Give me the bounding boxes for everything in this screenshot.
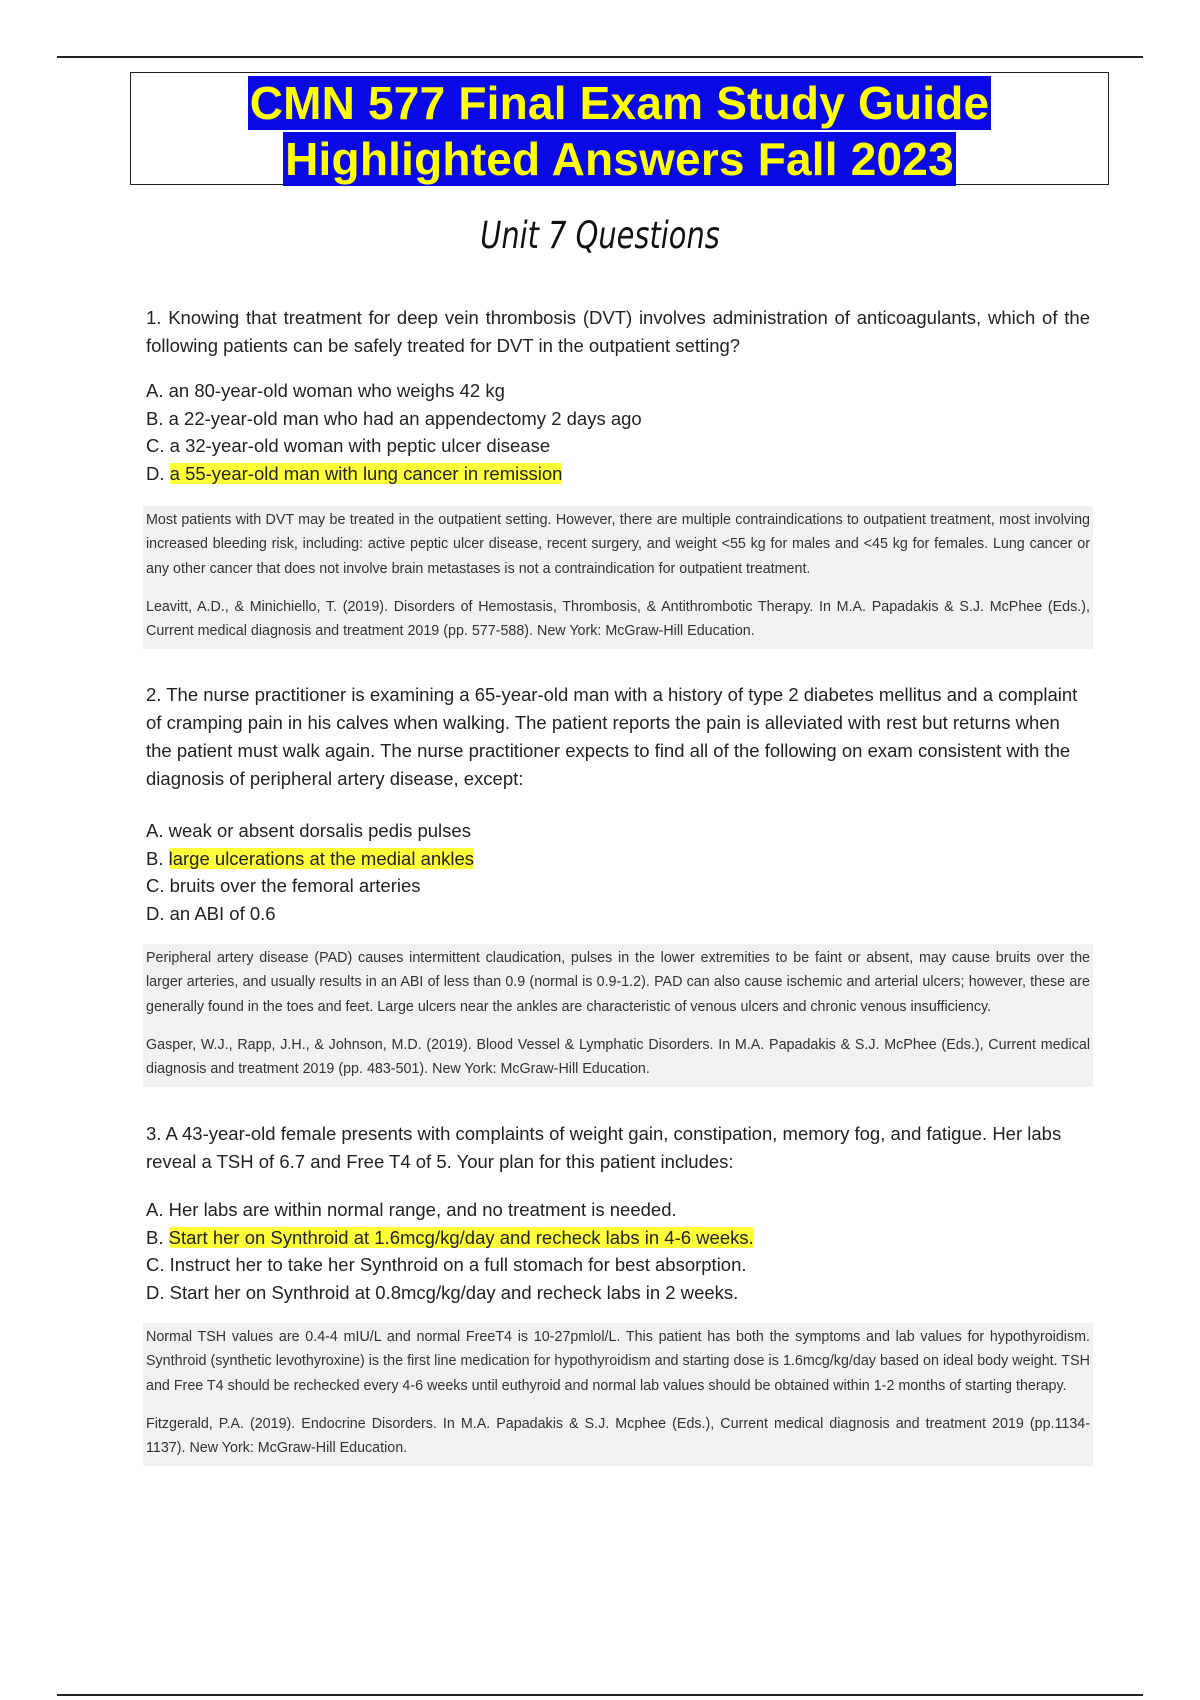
option-letter: D.: [146, 1282, 170, 1304]
question-3-options: [146, 1196, 754, 1307]
option-d: [146, 1279, 754, 1307]
option-letter: A.: [146, 1199, 169, 1220]
option-b: [146, 405, 642, 433]
title-line-1: CMN 577 Final Exam Study Guide: [249, 77, 990, 129]
option-c: [146, 872, 474, 900]
question-2-explanation-box: [143, 944, 1093, 1087]
option-text: an ABI of 0.6: [169, 903, 276, 925]
option-d: [146, 460, 642, 488]
option-a: [146, 1196, 754, 1224]
option-c: [146, 432, 642, 460]
reference-text: Leavitt, A.D., & Minichiello, T. (2019). Disorders of Hemostasis, Thrombosis, & Antithrombotic Therapy. In M.A. Papadakis & S.J. McPhee (Eds.), Current medical diagnosis and treatment 2019 (pp. 577-588). New York: McGraw-Hill Education.: [146, 598, 1090, 640]
title-line-2: Highlighted Answers Fall 2023: [285, 133, 954, 185]
question-3-stem: 3. A 43-year-old female presents with complaints of weight gain, constipation, memory fog, and fatigue. Her labs reveal a TSH of 6.7 and Free T4 of 5. Your plan for this patient includes:: [146, 1123, 1062, 1172]
correct-answer-highlight: Start her on Synthroid at 1.6mcg/kg/day and recheck labs in 4-6 weeks.: [168, 1226, 754, 1248]
question-1-stem: 1. Knowing that treatment for deep vein thrombosis (DVT) involves administration of anticoagulants, which of the following patients can be safely treated for DVT in the outpatient setting?: [146, 307, 1090, 356]
explanation-text: Normal TSH values are 0.4-4 mIU/L and normal FreeT4 is 10-27pmlol/L. This patient has both the symptoms and lab values for hypothyroidism. Synthroid (synthetic levothyroxine) is the first line medication for hypothyroidism and starting dose is 1.6mcg/kg/day based on ideal body weight. TSH and Free T4 should be rechecked every 4-6 weeks until euthyroid and normal lab values should be obtained within 1-2 months of starting therapy.: [146, 1329, 1090, 1394]
question-1-options: [146, 377, 642, 488]
explanation-text: Most patients with DVT may be treated in the outpatient setting. However, there are multiple contraindications to outpatient treatment, most involving increased bleeding risk, including: active peptic ulcer disease, recent surgery, and weight <55 kg for males and <45 kg for females. Lung cancer or any other cancer that does not involve brain metastases is not a contraindication for outpatient treatment.: [146, 512, 1090, 577]
title-box: [130, 72, 1109, 185]
option-letter: B.: [146, 407, 169, 429]
option-text: Her labs are within normal range, and no treatment is needed.: [168, 1199, 677, 1220]
question-3-explanation-box: [143, 1323, 1093, 1466]
option-c: [146, 1251, 754, 1279]
explanation-text: Peripheral artery disease (PAD) causes intermittent claudication, pulses in the lower extremities to be faint or absent, may cause bruits over the larger arteries, and usually results in an ABI of less than 0.9 (normal is 0.9-1.2). PAD can also cause ischemic and arterial ulcers; however, these are generally found in the toes and feet. Large ulcers near the ankles are characteristic of venous ulcers and chronic venous insufficiency.: [146, 950, 1090, 1015]
option-b: [146, 1224, 754, 1252]
correct-answer-highlight: large ulcerations at the medial ankles: [168, 847, 475, 869]
option-letter: C.: [146, 1254, 170, 1276]
option-text: Instruct her to take her Synthroid on a full stomach for best absorption.: [169, 1254, 747, 1276]
unit-title: Unit 7 Questions: [480, 214, 720, 257]
question-1-explanation-box: [143, 506, 1093, 649]
option-text: a 32-year-old woman with peptic ulcer disease: [169, 435, 551, 457]
option-text: a 22-year-old man who had an appendectomy 2 days ago: [168, 407, 642, 429]
option-text: bruits over the femoral arteries: [169, 875, 421, 897]
top-rule: [57, 56, 1143, 58]
option-letter: D.: [146, 463, 170, 485]
option-a: [146, 377, 642, 405]
bottom-rule: [57, 1694, 1143, 1696]
option-letter: C.: [146, 435, 170, 457]
option-letter: A.: [146, 820, 169, 841]
option-text: weak or absent dorsalis pedis pulses: [168, 820, 471, 841]
option-a: [146, 817, 474, 845]
option-letter: B.: [146, 847, 169, 869]
question-2-options: [146, 817, 474, 928]
option-text: Start her on Synthroid at 0.8mcg/kg/day and recheck labs in 2 weeks.: [169, 1282, 739, 1304]
option-letter: B.: [146, 1226, 169, 1248]
option-letter: A.: [146, 380, 169, 401]
reference-text: Fitzgerald, P.A. (2019). Endocrine Disorders. In M.A. Papadakis & S.J. Mcphee (Eds.), Current medical diagnosis and treatment 2019 (pp.1134-1137). New York: McGraw-Hill Education.: [146, 1415, 1090, 1457]
reference-text: Gasper, W.J., Rapp, J.H., & Johnson, M.D. (2019). Blood Vessel & Lymphatic Disorders. In M.A. Papadakis & S.J. McPhee (Eds.), Current medical diagnosis and treatment 2019 (pp. 483-501). New York: McGraw-Hill Education.: [146, 1036, 1090, 1078]
correct-answer-highlight: a 55-year-old man with lung cancer in remission: [169, 463, 563, 485]
option-b: [146, 845, 474, 873]
option-text: an 80-year-old woman who weighs 42 kg: [168, 380, 505, 401]
option-letter: C.: [146, 875, 170, 897]
question-2-stem: 2. The nurse practitioner is examining a 65-year-old man with a history of type 2 diabetes mellitus and a complaint of cramping pain in his calves when walking. The patient reports the pain is alleviated with rest but returns when the patient must walk again. The nurse practitioner expects to find all of the following on exam consistent with the diagnosis of peripheral artery disease, except:: [146, 684, 1078, 789]
option-d: [146, 900, 474, 928]
option-letter: D.: [146, 903, 170, 925]
